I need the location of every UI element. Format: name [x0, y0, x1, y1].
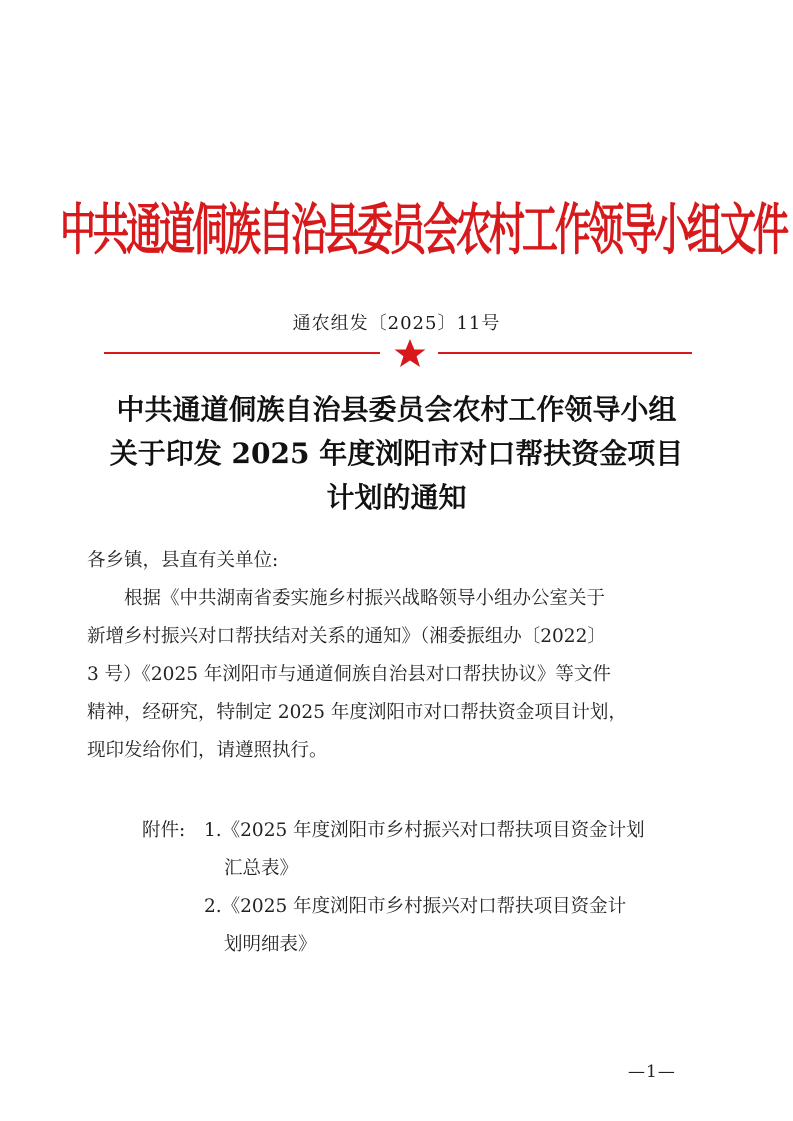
- document-masthead: 中共通道侗族自治县委员会农村工作领导小组文件: [60, 199, 787, 263]
- attachment-item-2: [142, 888, 722, 926]
- attachments-list: [142, 812, 722, 964]
- red-star-icon: [390, 338, 430, 368]
- divider-line-right: [438, 352, 692, 354]
- body-line-5: 现印发给你们，请遵照执行。: [87, 740, 328, 761]
- body-paragraph: [87, 580, 727, 770]
- attachment-2-number: 2.: [204, 896, 222, 917]
- divider-line-left: [104, 352, 380, 354]
- page-number: —1—: [628, 1062, 676, 1082]
- attachment-1-title: 《2025 年度浏阳市乡村振兴对口帮扶项目资金计划: [221, 820, 645, 841]
- attachment-1-continuation: 汇总表》: [224, 858, 299, 879]
- body-line-1: 根据《中共湖南省委实施乡村振兴战略领导小组办公室关于: [124, 588, 606, 609]
- document-title: [95, 388, 698, 520]
- red-divider: [104, 338, 692, 368]
- body-line-4: 精神，经研究，特制定 2025 年度浏阳市对口帮扶资金项目计划，: [87, 702, 627, 723]
- attachments-label: 附件:: [142, 820, 186, 841]
- title-line-3: 计划的通知: [326, 481, 467, 514]
- body-line-3: 3 号）《2025 年浏阳市与通道侗族自治县对口帮扶协议》等文件: [87, 664, 611, 685]
- title-line-1: 中共通道侗族自治县委员会农村工作领导小组: [116, 393, 677, 426]
- attachment-1-number: 1.: [204, 820, 222, 841]
- attachment-2-title: 《2025 年度浏阳市乡村振兴对口帮扶项目资金计: [221, 896, 627, 917]
- attachment-2-continuation: 划明细表》: [224, 934, 317, 955]
- attachment-item-1: [142, 812, 722, 850]
- body-line-2: 新增乡村振兴对口帮扶结对关系的通知》（湘委振组办〔2022〕: [87, 626, 606, 647]
- document-number: 通农组发〔2025〕11号: [292, 313, 501, 334]
- title-line-2: 关于印发 2025 年度浏阳市对口帮扶资金项目: [109, 437, 684, 470]
- salutation: 各乡镇，县直有关单位:: [87, 550, 279, 571]
